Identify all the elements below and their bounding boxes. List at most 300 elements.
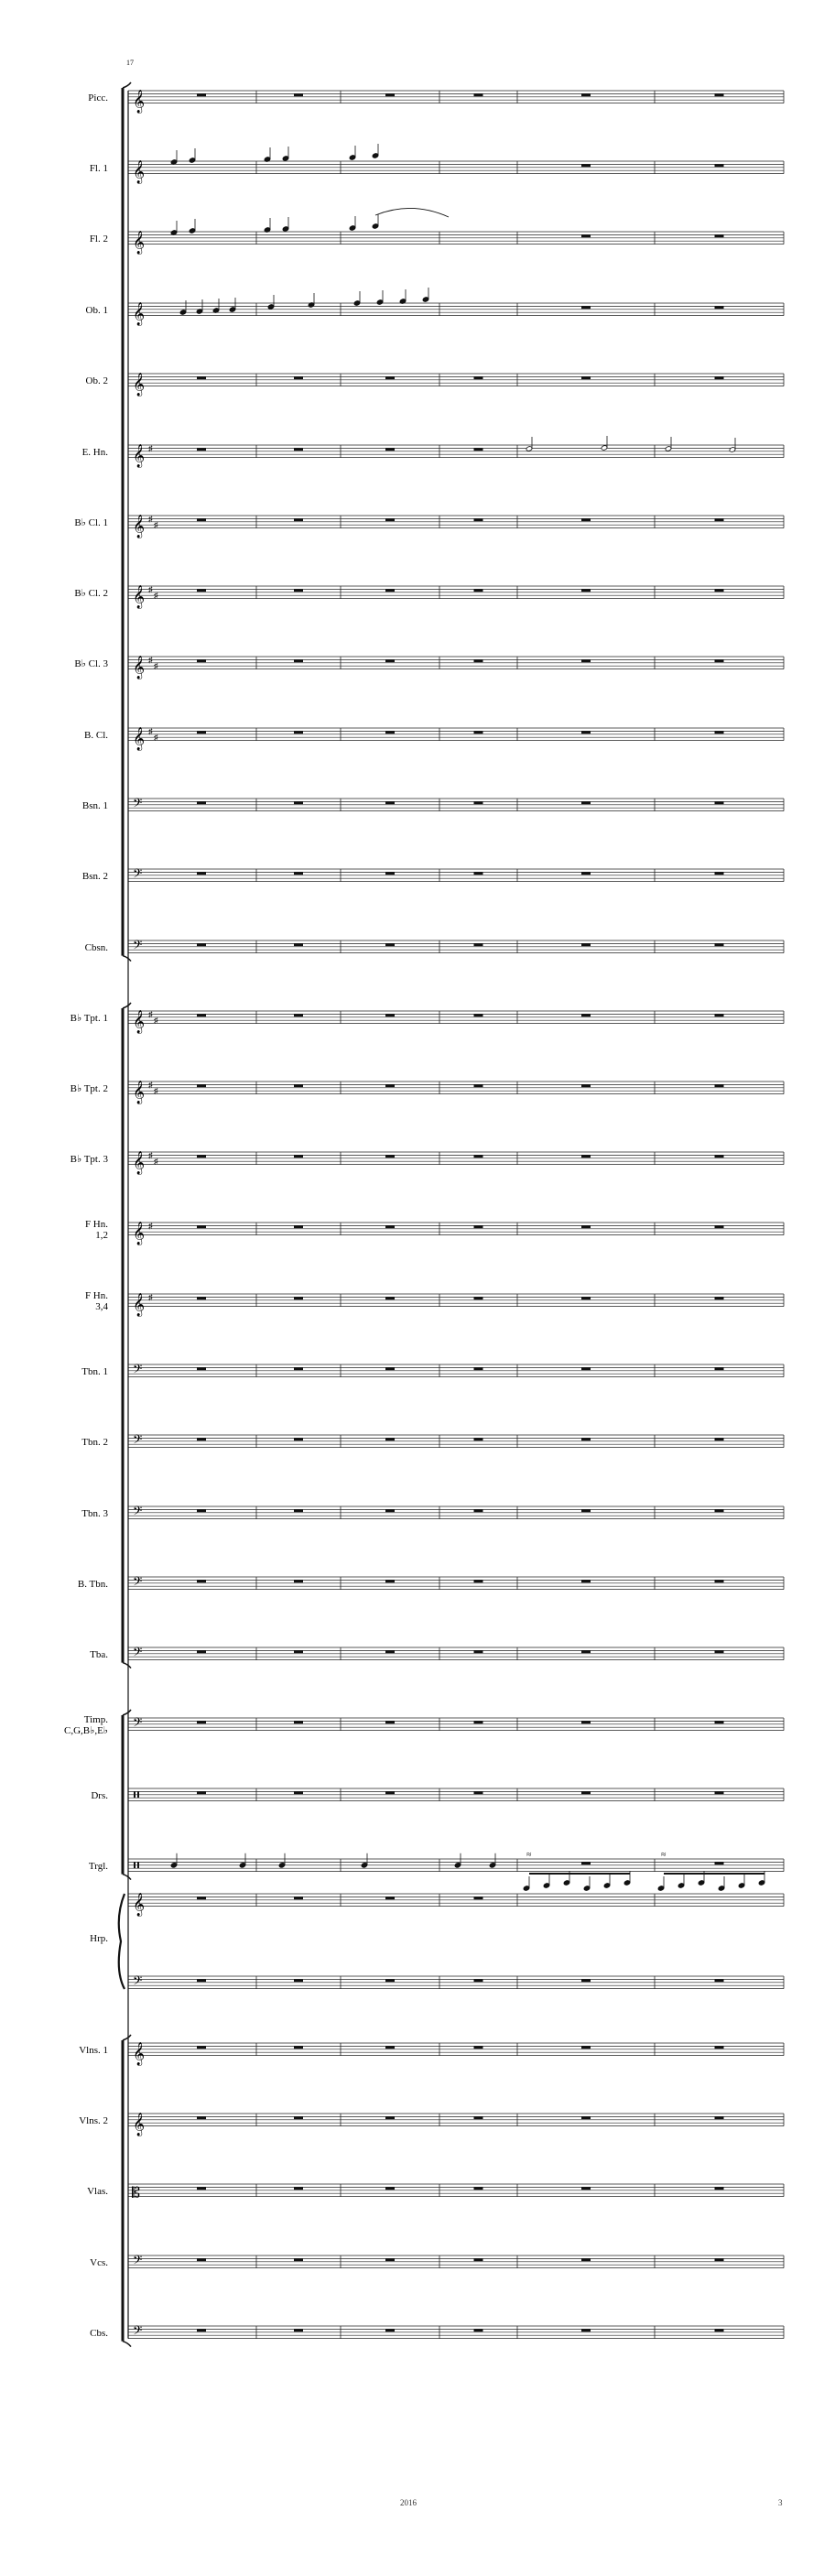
whole-rest	[715, 1084, 724, 1087]
instrument-label: C,G,B♭,E♭	[64, 1724, 108, 1736]
whole-rest	[581, 2116, 591, 2119]
whole-rest	[581, 731, 591, 734]
whole-rest	[294, 2258, 303, 2261]
instrument-label: Hrp.	[90, 1932, 108, 1944]
treble-clef: 𝄞	[133, 1892, 146, 1916]
whole-rest	[197, 731, 206, 734]
whole-rest	[474, 2046, 483, 2049]
bass-clef: 𝄢	[133, 2255, 143, 2271]
whole-rest	[581, 1084, 591, 1087]
whole-rest	[474, 872, 483, 875]
whole-rest	[197, 2046, 206, 2049]
instrument-label: Bsn. 2	[81, 870, 108, 882]
whole-rest	[581, 1225, 591, 1228]
whole-rest	[581, 2329, 591, 2331]
percussion-clef	[134, 1791, 136, 1798]
whole-rest	[385, 1509, 395, 1512]
staff	[128, 1364, 784, 1379]
instrument-label: Bsn. 1	[81, 799, 108, 811]
instrument-label: Cbsn.	[84, 941, 108, 953]
treble-clef: 𝄞	[133, 89, 146, 113]
whole-rest	[197, 1155, 206, 1158]
instrument-label: B♭ Cl. 3	[74, 658, 108, 669]
whole-rest	[385, 1297, 395, 1299]
whole-rest	[294, 872, 303, 875]
bass-clef: 𝄢	[133, 868, 143, 885]
whole-rest	[197, 1721, 206, 1723]
treble-clef: 𝄞	[133, 2112, 146, 2136]
bass-clef: 𝄢	[133, 940, 143, 956]
whole-rest	[581, 93, 591, 96]
whole-rest	[474, 1084, 483, 1087]
bracket-hook	[123, 1663, 131, 1668]
staff	[128, 1505, 784, 1521]
whole-rest	[385, 1438, 395, 1440]
whole-rest	[197, 1084, 206, 1087]
whole-rest	[385, 2329, 395, 2331]
whole-rest	[197, 2116, 206, 2119]
key-sharp: ♯	[154, 591, 158, 601]
whole-rest	[474, 1897, 483, 1899]
whole-rest	[581, 1155, 591, 1158]
whole-rest	[474, 2187, 483, 2190]
whole-rest	[474, 1580, 483, 1582]
whole-rest	[474, 1297, 483, 1299]
instrument-label: Vlas.	[87, 2185, 108, 2197]
whole-rest	[197, 1979, 206, 1982]
whole-rest	[715, 1791, 724, 1794]
whole-rest	[385, 1014, 395, 1016]
bass-clef: 𝄢	[133, 1364, 143, 1380]
instrument-label: B♭ Cl. 2	[74, 587, 108, 599]
key-sharp: ♯	[154, 1086, 158, 1096]
tremolo-mark: ≈	[661, 1850, 667, 1860]
treble-clef: 𝄞	[133, 726, 146, 750]
staff	[128, 2184, 784, 2201]
staff	[128, 514, 784, 538]
whole-rest	[715, 2116, 724, 2119]
instrument-label: Timp.	[83, 1713, 108, 1725]
whole-rest	[715, 1438, 724, 1440]
whole-rest	[715, 731, 724, 734]
whole-rest	[581, 518, 591, 521]
whole-rest	[385, 1791, 395, 1794]
bass-clef: 𝄢	[133, 1647, 143, 1663]
whole-rest	[715, 164, 724, 167]
whole-rest	[294, 1367, 303, 1370]
whole-rest	[197, 1014, 206, 1016]
whole-rest	[715, 1979, 724, 1982]
whole-rest	[197, 1509, 206, 1512]
whole-rest	[581, 2046, 591, 2049]
staff	[128, 373, 784, 397]
whole-rest	[715, 306, 724, 309]
instrument-label: Fl. 2	[89, 233, 108, 245]
whole-rest	[294, 1438, 303, 1440]
whole-rest	[581, 1721, 591, 1723]
whole-rest	[385, 872, 395, 875]
whole-rest	[385, 1897, 395, 1899]
bracket-hook	[123, 1875, 131, 1880]
key-sharp: ♯	[154, 1157, 158, 1167]
treble-clef: 𝄞	[133, 230, 146, 254]
whole-rest	[474, 518, 483, 521]
whole-rest	[581, 1580, 591, 1582]
key-sharp: ♯	[148, 655, 153, 665]
instrument-label: Tbn. 2	[81, 1436, 108, 1448]
whole-rest	[474, 448, 483, 451]
whole-rest	[294, 1084, 303, 1087]
instrument-label: B. Tbn.	[77, 1578, 108, 1590]
staff	[128, 1788, 784, 1801]
whole-rest	[474, 1014, 483, 1016]
staff	[128, 1292, 784, 1316]
whole-rest	[294, 1791, 303, 1794]
whole-rest	[197, 589, 206, 592]
instrument-label: E. Hn.	[81, 446, 108, 458]
whole-rest	[197, 872, 206, 875]
bass-clef: 𝄢	[133, 1717, 143, 1734]
whole-rest	[197, 801, 206, 804]
whole-rest	[294, 801, 303, 804]
whole-rest	[715, 1225, 724, 1228]
whole-rest	[715, 376, 724, 379]
instrument-label: B♭ Cl. 1	[74, 516, 108, 528]
whole-rest	[197, 659, 206, 662]
whole-rest	[581, 1862, 591, 1864]
instrument-label: 1,2	[95, 1229, 108, 1241]
whole-rest	[197, 448, 206, 451]
whole-rest	[294, 943, 303, 946]
whole-rest	[197, 1438, 206, 1440]
whole-rest	[385, 1155, 395, 1158]
whole-rest	[294, 731, 303, 734]
treble-clef: 𝄞	[133, 443, 146, 467]
instrument-label: B♭ Tpt. 3	[70, 1153, 108, 1165]
bracket-hook	[123, 956, 131, 962]
whole-rest	[197, 2258, 206, 2261]
staff	[128, 2325, 784, 2341]
bass-clef: 𝄢	[133, 798, 143, 814]
bracket-hook	[123, 2035, 131, 2040]
instrument-label: Ob. 1	[85, 304, 108, 316]
key-sharp: ♯	[148, 514, 153, 524]
whole-rest	[294, 2116, 303, 2119]
staff	[128, 798, 784, 813]
key-sharp: ♯	[154, 520, 158, 530]
whole-rest	[197, 518, 206, 521]
whole-rest	[294, 1650, 303, 1653]
staff	[128, 655, 784, 679]
treble-clef: 𝄞	[133, 2041, 146, 2065]
whole-rest	[715, 1650, 724, 1653]
staff	[128, 1850, 784, 1872]
whole-rest	[581, 872, 591, 875]
whole-rest	[715, 589, 724, 592]
whole-rest	[715, 2187, 724, 2190]
whole-rest	[197, 1580, 206, 1582]
staff	[128, 1080, 784, 1103]
whole-rest	[294, 2046, 303, 2049]
footer-page-number: 3	[778, 2498, 783, 2507]
whole-rest	[197, 1791, 206, 1794]
whole-rest	[294, 1014, 303, 1016]
whole-rest	[474, 93, 483, 96]
treble-clef: 𝄞	[133, 159, 146, 183]
key-sharp: ♯	[148, 443, 153, 453]
staff	[128, 1150, 784, 1174]
whole-rest	[581, 801, 591, 804]
staff	[128, 90, 784, 114]
treble-clef: 𝄞	[133, 514, 146, 538]
instrument-label: Vlns. 1	[79, 2044, 108, 2056]
whole-rest	[294, 589, 303, 592]
whole-rest	[715, 943, 724, 946]
whole-rest	[581, 1367, 591, 1370]
whole-rest	[385, 2046, 395, 2049]
staff	[128, 940, 784, 955]
bracket-hook	[123, 82, 131, 88]
whole-rest	[474, 2258, 483, 2261]
whole-rest	[294, 376, 303, 379]
whole-rest	[294, 1580, 303, 1582]
treble-clef: 𝄞	[133, 1221, 146, 1245]
whole-rest	[385, 1721, 395, 1723]
whole-rest	[715, 1297, 724, 1299]
instrument-label: Cbs.	[90, 2327, 108, 2339]
bass-clef: 𝄢	[133, 1975, 143, 1992]
instrument-label: Drs.	[91, 1789, 108, 1801]
whole-rest	[385, 448, 395, 451]
slur	[375, 208, 449, 217]
whole-rest	[197, 2187, 206, 2190]
instrument-label: Trgl.	[88, 1860, 108, 1872]
whole-rest	[197, 93, 206, 96]
whole-rest	[474, 801, 483, 804]
whole-rest	[474, 1509, 483, 1512]
key-sharp: ♯	[148, 1221, 153, 1231]
whole-rest	[474, 943, 483, 946]
whole-rest	[197, 1297, 206, 1299]
staff	[128, 1221, 784, 1245]
whole-rest	[715, 801, 724, 804]
key-sharp: ♯	[148, 1009, 153, 1019]
whole-rest	[294, 2329, 303, 2331]
staff	[128, 1434, 784, 1450]
whole-rest	[294, 1509, 303, 1512]
whole-rest	[474, 1721, 483, 1723]
whole-rest	[715, 1721, 724, 1723]
whole-rest	[715, 93, 724, 96]
treble-clef: 𝄞	[133, 301, 146, 325]
whole-rest	[197, 943, 206, 946]
instrument-label: B♭ Tpt. 1	[70, 1012, 108, 1024]
whole-rest	[715, 1862, 724, 1864]
instrument-label: Vlns. 2	[79, 2114, 108, 2126]
staff	[128, 726, 784, 750]
whole-rest	[385, 589, 395, 592]
whole-rest	[474, 1155, 483, 1158]
whole-rest	[294, 659, 303, 662]
bass-clef: 𝄢	[133, 1505, 143, 1522]
whole-rest	[474, 589, 483, 592]
whole-rest	[294, 1897, 303, 1899]
whole-rest	[474, 659, 483, 662]
staff	[128, 436, 784, 468]
staff	[128, 868, 784, 884]
instrument-label: 3,4	[95, 1300, 108, 1312]
key-sharp: ♯	[148, 584, 153, 594]
whole-rest	[581, 234, 591, 237]
whole-rest	[385, 1225, 395, 1228]
whole-rest	[294, 1979, 303, 1982]
percussion-clef	[137, 1862, 139, 1868]
staff	[128, 2113, 784, 2136]
whole-rest	[474, 1367, 483, 1370]
percussion-clef	[134, 1862, 136, 1868]
whole-rest	[385, 376, 395, 379]
instrument-label: B. Cl.	[84, 729, 108, 741]
tremolo-mark: ≈	[526, 1850, 532, 1860]
whole-rest	[474, 731, 483, 734]
whole-rest	[474, 1225, 483, 1228]
whole-rest	[581, 1014, 591, 1016]
key-sharp: ♯	[148, 1150, 153, 1160]
whole-rest	[715, 1509, 724, 1512]
staff	[128, 1647, 784, 1662]
whole-rest	[474, 1650, 483, 1653]
whole-rest	[197, 1225, 206, 1228]
key-sharp: ♯	[148, 1292, 153, 1302]
treble-clef: 𝄞	[133, 1150, 146, 1174]
whole-rest	[385, 2116, 395, 2119]
whole-rest	[581, 306, 591, 309]
whole-rest	[581, 943, 591, 946]
whole-rest	[197, 1367, 206, 1370]
bracket-hook	[123, 1710, 131, 1715]
staff	[128, 584, 784, 608]
whole-rest	[581, 1297, 591, 1299]
whole-rest	[715, 1014, 724, 1016]
percussion-clef	[137, 1791, 139, 1798]
staff	[128, 2042, 784, 2066]
whole-rest	[474, 376, 483, 379]
instrument-label: Tbn. 3	[81, 1507, 108, 1519]
whole-rest	[385, 943, 395, 946]
whole-rest	[385, 1084, 395, 1087]
instrument-label: Tba.	[90, 1648, 108, 1660]
whole-rest	[715, 1580, 724, 1582]
staff	[128, 1975, 784, 1991]
whole-rest	[715, 872, 724, 875]
instrument-label: Picc.	[88, 92, 108, 103]
whole-rest	[197, 376, 206, 379]
whole-rest	[581, 376, 591, 379]
whole-rest	[294, 93, 303, 96]
whole-rest	[581, 2187, 591, 2190]
whole-rest	[385, 1367, 395, 1370]
staff	[128, 144, 784, 184]
whole-rest	[715, 234, 724, 237]
whole-rest	[294, 1225, 303, 1228]
instrument-label: Fl. 1	[89, 162, 108, 174]
whole-rest	[385, 659, 395, 662]
bracket-hook	[123, 2342, 131, 2347]
whole-rest	[715, 518, 724, 521]
whole-rest	[474, 1979, 483, 1982]
whole-rest	[197, 1650, 206, 1653]
key-sharp: ♯	[148, 726, 153, 736]
whole-rest	[294, 1297, 303, 1299]
key-sharp: ♯	[148, 1080, 153, 1090]
staff	[128, 1717, 784, 1733]
instrument-label: F Hn.	[84, 1289, 108, 1301]
whole-rest	[581, 164, 591, 167]
whole-rest	[385, 731, 395, 734]
instrument-label: Tbn. 1	[81, 1365, 108, 1377]
whole-rest	[474, 2329, 483, 2331]
treble-clef: 𝄞	[133, 1009, 146, 1033]
whole-rest	[715, 659, 724, 662]
bracket-hook	[123, 1003, 131, 1008]
whole-rest	[385, 1979, 395, 1982]
whole-rest	[581, 1438, 591, 1440]
whole-rest	[385, 801, 395, 804]
whole-rest	[581, 659, 591, 662]
key-sharp: ♯	[154, 733, 158, 743]
whole-rest	[294, 1155, 303, 1158]
bass-clef: 𝄢	[133, 2325, 143, 2342]
staff	[128, 1871, 784, 1917]
treble-clef: 𝄞	[133, 584, 146, 608]
whole-rest	[715, 2258, 724, 2261]
whole-rest	[715, 2329, 724, 2331]
whole-rest	[197, 1897, 206, 1899]
whole-rest	[385, 2187, 395, 2190]
whole-rest	[474, 1438, 483, 1440]
harp-brace	[119, 1894, 125, 1989]
whole-rest	[581, 2258, 591, 2261]
key-sharp: ♯	[154, 1016, 158, 1026]
treble-clef: 𝄞	[133, 1080, 146, 1103]
whole-rest	[715, 2046, 724, 2049]
instrument-label: Vcs.	[90, 2256, 108, 2268]
alto-clef: 𝄡	[132, 2185, 140, 2201]
instrument-label: Ob. 2	[85, 375, 108, 386]
measure-number: 17	[126, 59, 134, 67]
whole-rest	[581, 1650, 591, 1653]
footer-year: 2016	[400, 2498, 417, 2507]
staff	[128, 2255, 784, 2270]
whole-rest	[715, 1155, 724, 1158]
treble-clef: 𝄞	[133, 372, 146, 396]
staff	[128, 288, 784, 326]
whole-rest	[294, 1721, 303, 1723]
whole-rest	[385, 1650, 395, 1653]
key-sharp: ♯	[154, 661, 158, 671]
whole-rest	[581, 1791, 591, 1794]
whole-rest	[581, 589, 591, 592]
staff	[128, 208, 784, 254]
instrument-label: B♭ Tpt. 2	[70, 1082, 108, 1094]
whole-rest	[581, 1509, 591, 1512]
whole-rest	[385, 2258, 395, 2261]
whole-rest	[294, 448, 303, 451]
instrument-label: F Hn.	[84, 1218, 108, 1230]
whole-rest	[294, 518, 303, 521]
treble-clef: 𝄞	[133, 1292, 146, 1316]
whole-rest	[385, 93, 395, 96]
